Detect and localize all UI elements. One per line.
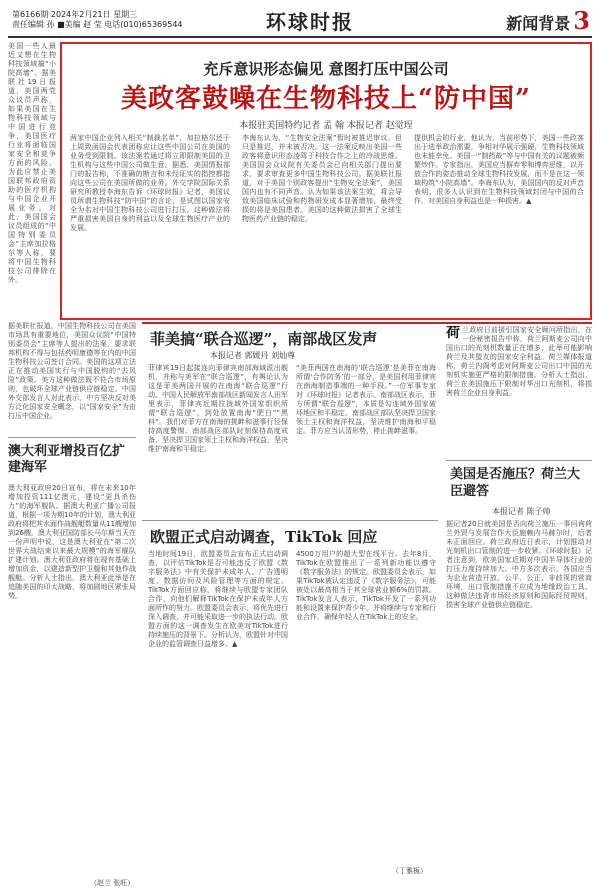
- section-name: 新闻背景: [506, 14, 571, 33]
- military-byline: 本报记者 郭媛丹 刘灿尊: [210, 351, 296, 360]
- lead-kicker: 充斥意识形态偏见 意图打压中国公司: [203, 60, 449, 78]
- masthead-info: [12, 10, 183, 30]
- lead-headline: 美政客鼓噪在生物科技上“防中国”: [121, 84, 531, 114]
- tiktok-headline: 欧盟正式启动调查，TikTok 回应: [150, 528, 378, 546]
- netherlands-lead-text: 兰政府日前援引国家安全顾问所指出，在一份秘密报告中称，荷兰阿斯麦公司向中国出口的光刻机数量正在增多，此举可能影响荷兰及其盟友的国家安全利益。荷兰媒体报道称，荷兰内阁考虑对阿斯麦公司出口中国的光刻机实施更严格的限制措施。分析人士指出，荷兰在美国施压下限制对华出口光刻机，将损害荷兰企业自身利益。: [446, 326, 592, 397]
- divider: [8, 437, 136, 438]
- divider: [446, 460, 592, 461]
- netherlands-body: 据记者20日就美国是否向荷兰施压一事问询荷兰外贸与发展合作大臣施赖内马赫尔时，后者未正面回应。荷兰政府近日表示，计划推动对光刻机出口管制的进一步收紧。《环球时报》记者注意到，欧美国家近期对中国半导体行业的打压力度持续加大。中方多次表示，各国应当为企业营造开放、公平、公正、非歧视的营商环境，出口管制措施不应成为地缘政治工具。这种做法违背市场经济原则和国际经贸规则，损害全球产业链供应链稳定。: [446, 520, 592, 609]
- australia-headline: 澳大利亚增投百亿扩建海军: [8, 444, 126, 475]
- left-rail-column: 据美联社报道，中国生物科技公司在美国市场具有重要地位，美国众议院“中国特别委员会”主席等人提出的法案，要求联邦机构不得与包括药明康德等在内的中国生物科技公司签订合同。美国的这项立法正在推动美国实行与中国脱钩的“去风险”政策。美方这种做法既不符合市场原则，也破坏全球产业链供应链稳定。中国外交部发言人对此表示，中方坚决反对美方泛化国家安全概念，以“国家安全”为由打压中国企业。: [8, 322, 136, 420]
- editor-line: 责任编辑 孙 ■美编 赵 莹 电话(010)65369544: [12, 20, 183, 29]
- tiktok-column-1: 当地时间19日，欧盟委员会宣布正式启动调查，以评估TikTok是否可能违反了欧盟《数字服务法》中有关保护未成年人、广告透明度、数据访问及风险管理等方面的规定。TikTok方面回应称，将继续与欧盟专家团队合作，向他们解释TikTok在保护未成年人方面所作的努力。欧盟委员会表示，将优先进行深入调查，并可能采取进一步的执法行动。欧盟方面的这一调查发生在欧美对TikTok进行持续施压的背景下。分析认为，欧盟针对中国企业的监管调查日益增多。▲: [148, 550, 288, 648]
- tiktok-column-2: 4500万用户的超大型在线平台。去年8月，TikTok在欧盟推出了一系列新功能以遵守《数字服务法》的规定。欧盟委员会表示，如果TikTok被认定违反了《数字服务法》，可能被处以最高相当于其全球营业额6%的罚款。TikTok发言人表示，TikTok开发了一系列功能和设置来保护青少年，并将继续与专家和行业合作，确保年轻人在TikTok上的安全。: [296, 550, 436, 621]
- section-rule: [142, 322, 592, 324]
- tiktok-author: （丁雅栀）: [392, 867, 427, 875]
- issue-date: 第6166期 2024年2月21日 星期三: [12, 10, 138, 19]
- newspaper-logo: 环球时报: [266, 10, 354, 34]
- military-headline: 菲美搞“联合巡逻”，南部战区发声: [150, 330, 378, 348]
- page-number: 3: [573, 6, 590, 35]
- lead-byline: 本报驻美国特约记者 孟 翰 本报记者 赵觉珵: [239, 121, 413, 131]
- lead-column-2: 李海东认为，“生物安全法案”暂时被推迟审议，但只是推迟，并未被否决。这一法案反映出美国一些政客将意识形态凌驾于科技合作之上的冷战思维。美国国会众议院有关委员会已向相关部门提出要求，要求审查更多中国生物科技公司。据美联社报道，对于美国个别政客提出“生物安全法案”，美国国内也有不同声音。认为如果该法案生效，将会导致美国临床试验和药物研发成本显著增加，最终受损的将是美国患者。美国的这种做法损害了全球生物医药产业链的稳定。: [242, 134, 402, 223]
- lead-column-3: 提供机会的行业，他认为，当前形势下，美国一些政客出于选举政治需要，争相对华展示强硬，生物科技领域也未能幸免。美国一“制药战”等与中国有关的议题被频繁炒作。专家指出，美国应当摒弃零和博弈思维，以开放合作的姿态推动全球生物科技发展，而不是在这一领域构筑“小院高墙”。李海东认为，美国国内的反对声音表明，很多人认识到在生物科技领域封闭与中国的合作，对美国自身利益也是一种损害。▲: [414, 134, 584, 205]
- military-column-1: 菲律宾19日起接连向菲律宾南部海域派出舰机，并称与美军在“联合巡逻”，有舆论认为这是菲美两国开展的在南海“联合巡逻”行动。中国人民解放军南部战区新闻发言人田军里表示，菲律宾近期拉拢域外国家组织所谓“联合巡逻”，到处放置南海“肥白”“黑料”。我们对菲方在南海的挑衅和滋事行径保持高度警惕。南部战区部队时刻保持高度戒备，坚决捍卫国家领土主权和海洋权益，坚决维护南海和平稳定。: [148, 364, 288, 453]
- divider: [142, 520, 438, 521]
- lead-column-1: 两家中国企业列入相关“制裁名单”，加拉格尔还于上周致函国会代表团称应让这些中国公司在美国的业务受到限制。该法案若通过将立即限制美国的卫生机构与这些中国公司做生意。据悉，美国情报部门的报告称，不准确的断言和未经证实的指控都指向这些公司在美国所做的业务。外交学院国际关系研究所教授李海东告诉《环球时报》记者，美国议员所谓生物科技“防中国”的言论，是试图以国家安全为名对中国生物科技公司进行打压。这种做法将严重损害美国自身的利益以及全球生物医疗产业的发展。: [70, 134, 230, 232]
- masthead: [8, 6, 592, 34]
- netherlands-lead-column: [446, 326, 592, 460]
- australia-body: 澳大利亚政府20日宣布，将在未来10年增加投资111亿澳元，建设“更具杀伤力”的海军舰队。据澳大利亚广播公司报道，根据一项为期10年的计划，澳大利亚政府将把其水面作战舰艇数量从11艘增加到26艘。澳大利亚国防部长马尔斯当天在一份声明中说，这是澳大利亚在“第二次世界大战结束以来最大规模”的海军舰队扩建计划。澳大利亚政府将在现有基础上增加资金，以建造新型护卫舰和其他作战舰艇。分析人士指出，澳大利亚此举是在追随美国的印太战略，将加剧地区紧张局势。: [8, 484, 136, 600]
- lead-intro-column: 美国一些人最近又想在生物科技领域搞“小院高墙”。据美联社19日报道，美国两党众议员声称，如果美国在生物科技领域与中国进行竞争，美国医疗行业将面临国家安全和竞争方面的风险。为此应禁止美国联邦政府资助的医疗机构与中国企业开展业务。对此，美国国会议员组成的“中国特别委员会”主席加拉格尔等人称，要将中国生物科技公司排除在外。: [8, 42, 56, 284]
- netherlands-headline: 美国是否施压？荷兰大臣避答: [450, 467, 581, 499]
- dropcap: 荷: [446, 326, 460, 341]
- military-column-2: “美菲两国在南海的‘联合巡逻’是美菲在南海所谓‘合作防务’的一部分，是美国利用菲律宾在南海制造事端的一种手段。”一位军事专家对《环球时报》记者表示。南部战区表示，菲方所谓“联合巡逻”，本质是勾连域外国家破坏地区和平稳定。南部战区部队坚决捍卫国家领土主权和海洋权益，坚决维护南海和平稳定。菲方应当认清形势，停止挑衅滋事。: [296, 364, 436, 435]
- masthead-rule: [8, 36, 592, 38]
- netherlands-byline: 本报记者 陈子帅: [492, 507, 551, 516]
- australia-author: （赵兰 张旺）: [90, 879, 135, 887]
- lead-story: [60, 42, 592, 320]
- section-title: [506, 6, 590, 35]
